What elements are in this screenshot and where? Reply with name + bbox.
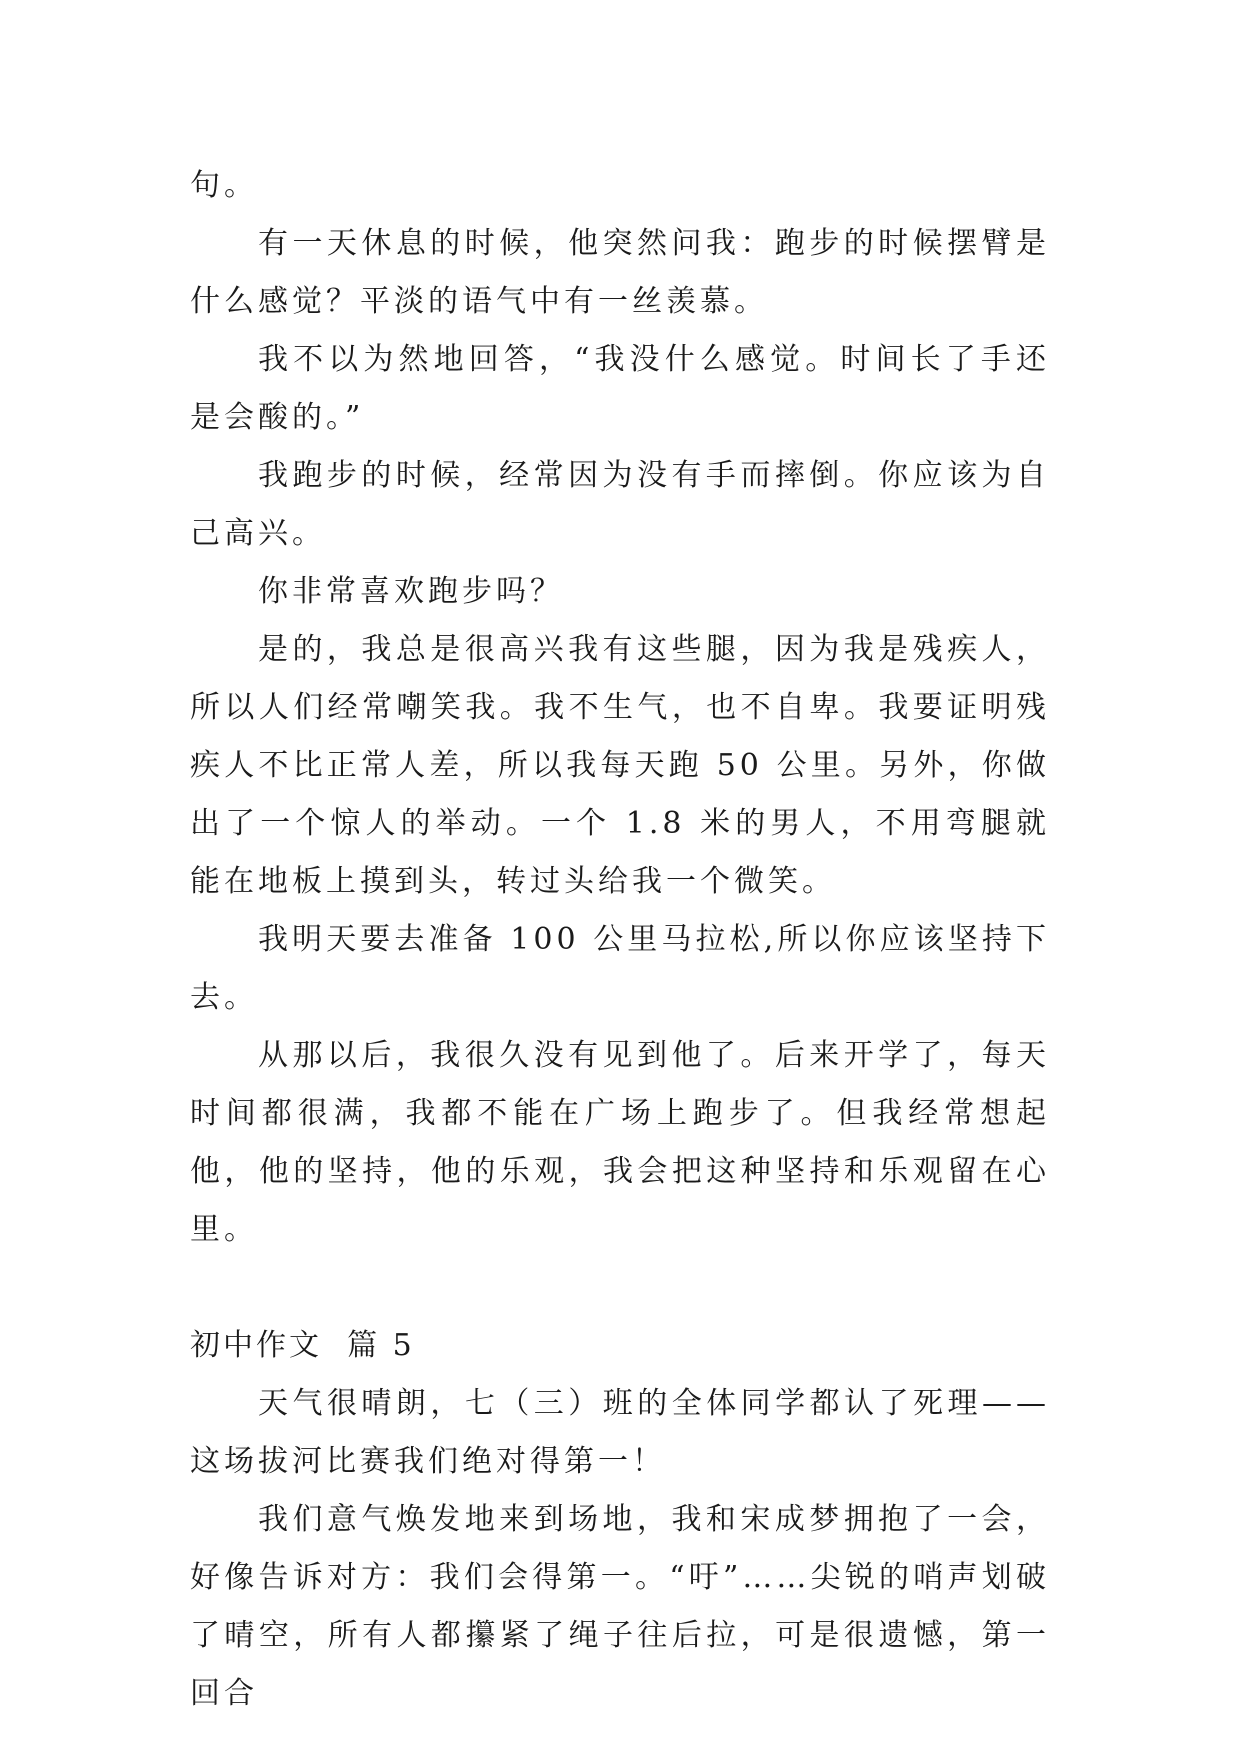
paragraph: 你非常喜欢跑步吗？ xyxy=(258,574,564,609)
paragraph: 是的，我总是很高兴我有这些腿，因为我是残疾人，所以人们经常嘲笑我。我不生气，也不自卑。我要证明残疾人不比正常人差，所以我每天跑 50 公里。另外，你做出了一个惊人的举动。一个 1.8 米的男人，不用弯腿就能在地板上摸到头，转过头给我一个微笑。 xyxy=(190,632,1050,899)
paragraph: 有一天休息的时候，他突然问我：跑步的时候摆臂是什么感觉？平淡的语气中有一丝羡慕。 xyxy=(190,226,1050,319)
paragraph: 我们意气焕发地来到场地，我和宋成梦拥抱了一会，好像告诉对方：我们会得第一。“吁”……尖锐的哨声划破了晴空，所有人都攥紧了绳子往后拉，可是很遗憾，第一回合 xyxy=(190,1502,1050,1711)
paragraph: 我明天要去准备 100 公里马拉松,所以你应该坚持下去。 xyxy=(190,922,1050,1015)
paragraph: 我跑步的时候，经常因为没有手而摔倒。你应该为自己高兴。 xyxy=(190,458,1050,551)
paragraph: 我不以为然地回答，“我没什么感觉。时间长了手还是会酸的。” xyxy=(190,342,1050,435)
paragraph: 句。 xyxy=(190,168,258,203)
paragraph: 从那以后，我很久没有见到他了。后来开学了，每天时间都很满，我都不能在广场上跑步了。但我经常想起他，他的坚持，他的乐观，我会把这种坚持和乐观留在心里。 xyxy=(190,1038,1050,1247)
document-body xyxy=(190,157,1050,1723)
section-title: 初中作文 篇 5 xyxy=(190,1328,415,1363)
paragraph: 天气很晴朗，七（三）班的全体同学都认了死理——这场拔河比赛我们绝对得第一！ xyxy=(190,1386,1050,1479)
